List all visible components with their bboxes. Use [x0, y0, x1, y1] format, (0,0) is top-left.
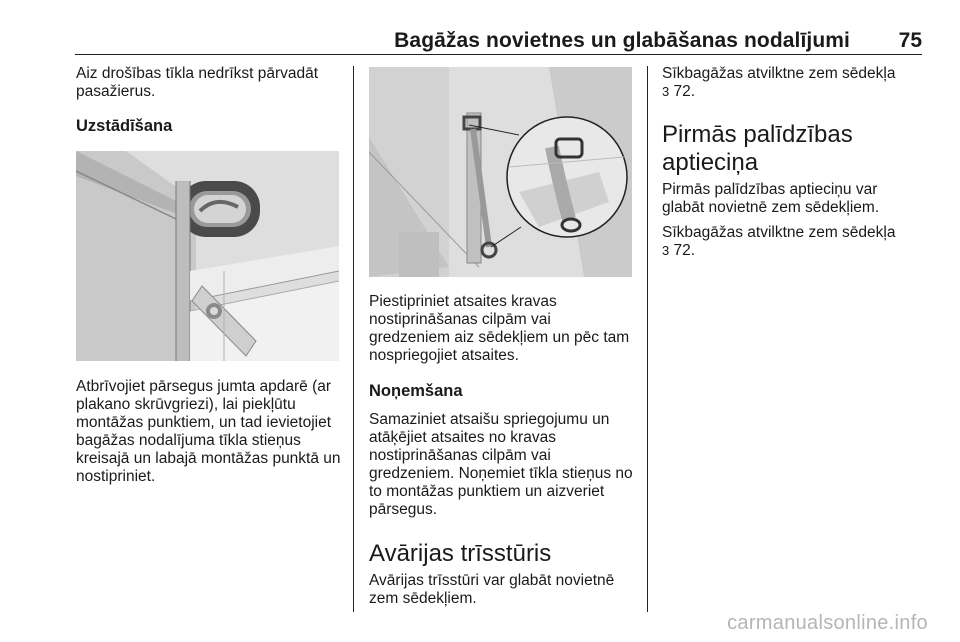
column-3: [662, 65, 930, 260]
column-divider-2: [647, 66, 648, 612]
drawer-reference-1-page[interactable]: 72.: [673, 83, 696, 100]
net-mount-illustration: [76, 151, 339, 361]
column-1: [76, 65, 344, 486]
drawer-reference-1-text: Sīkbagāžas atvilktne zem sēdekļa: [662, 65, 896, 82]
page-ref-arrow-icon: 3: [662, 243, 670, 258]
warning-triangle-title: Avārijas trīsstūris: [369, 540, 552, 567]
tie-down-illustration: [369, 67, 632, 277]
site-watermark: carmanualsonline.info: [727, 612, 928, 634]
drawer-reference-1: [662, 65, 930, 101]
tie-down-drawing: [369, 67, 632, 277]
installation-instructions: Atbrīvojiet pārsegus jumta apdarē (ar plakano skrūvgriezi), lai piekļūtu montāžas punktiem, un tad ievietojiet bagāžas nodalījuma tīkla stieņus kreisajā un labajā montāžas punktā un nostipriniet.: [76, 378, 341, 485]
first-aid-kit-text: Pirmās palīdzības aptieciņu var glabāt novietnē zem sēdekļiem.: [662, 181, 880, 216]
intro-paragraph: Aiz drošības tīkla nedrīkst pārvadāt pasažierus.: [76, 65, 319, 100]
header-divider: [75, 54, 922, 55]
net-mount-drawing: [76, 151, 339, 361]
tie-down-caption: Piestipriniet atsaites kravas nostiprināšanas cilpām vai gredzeniem aiz sēdekļiem un pēc tam nospriegojiet atsaites.: [369, 293, 630, 364]
page-ref-arrow-icon: 3: [662, 84, 670, 99]
first-aid-kit-title: Pirmās palīdzības aptieciņa: [662, 121, 853, 176]
installation-heading: Uzstādīšana: [76, 117, 173, 135]
drawer-reference-2: [662, 224, 930, 260]
column-2: [369, 65, 637, 608]
removal-instructions: Samaziniet atsaišu spriegojumu un atāķējiet atsaites no kravas nostiprināšanas cilpām vai gredzeniem. Noņemiet tīkla stieņus no to montāžas punktiem un aizveriet pārsegus.: [369, 411, 633, 518]
page-header-title: Bagāžas novietnes un glabāšanas nodalījumi: [394, 29, 850, 52]
page-number: 75: [898, 29, 922, 52]
drawer-reference-2-page[interactable]: 72.: [673, 242, 696, 259]
warning-triangle-text: Avārijas trīsstūri var glabāt novietnē zem sēdekļiem.: [369, 572, 615, 607]
removal-heading: Noņemšana: [369, 382, 463, 400]
column-divider-1: [353, 66, 354, 612]
drawer-reference-2-text: Sīkbagāžas atvilktne zem sēdekļa: [662, 224, 896, 241]
